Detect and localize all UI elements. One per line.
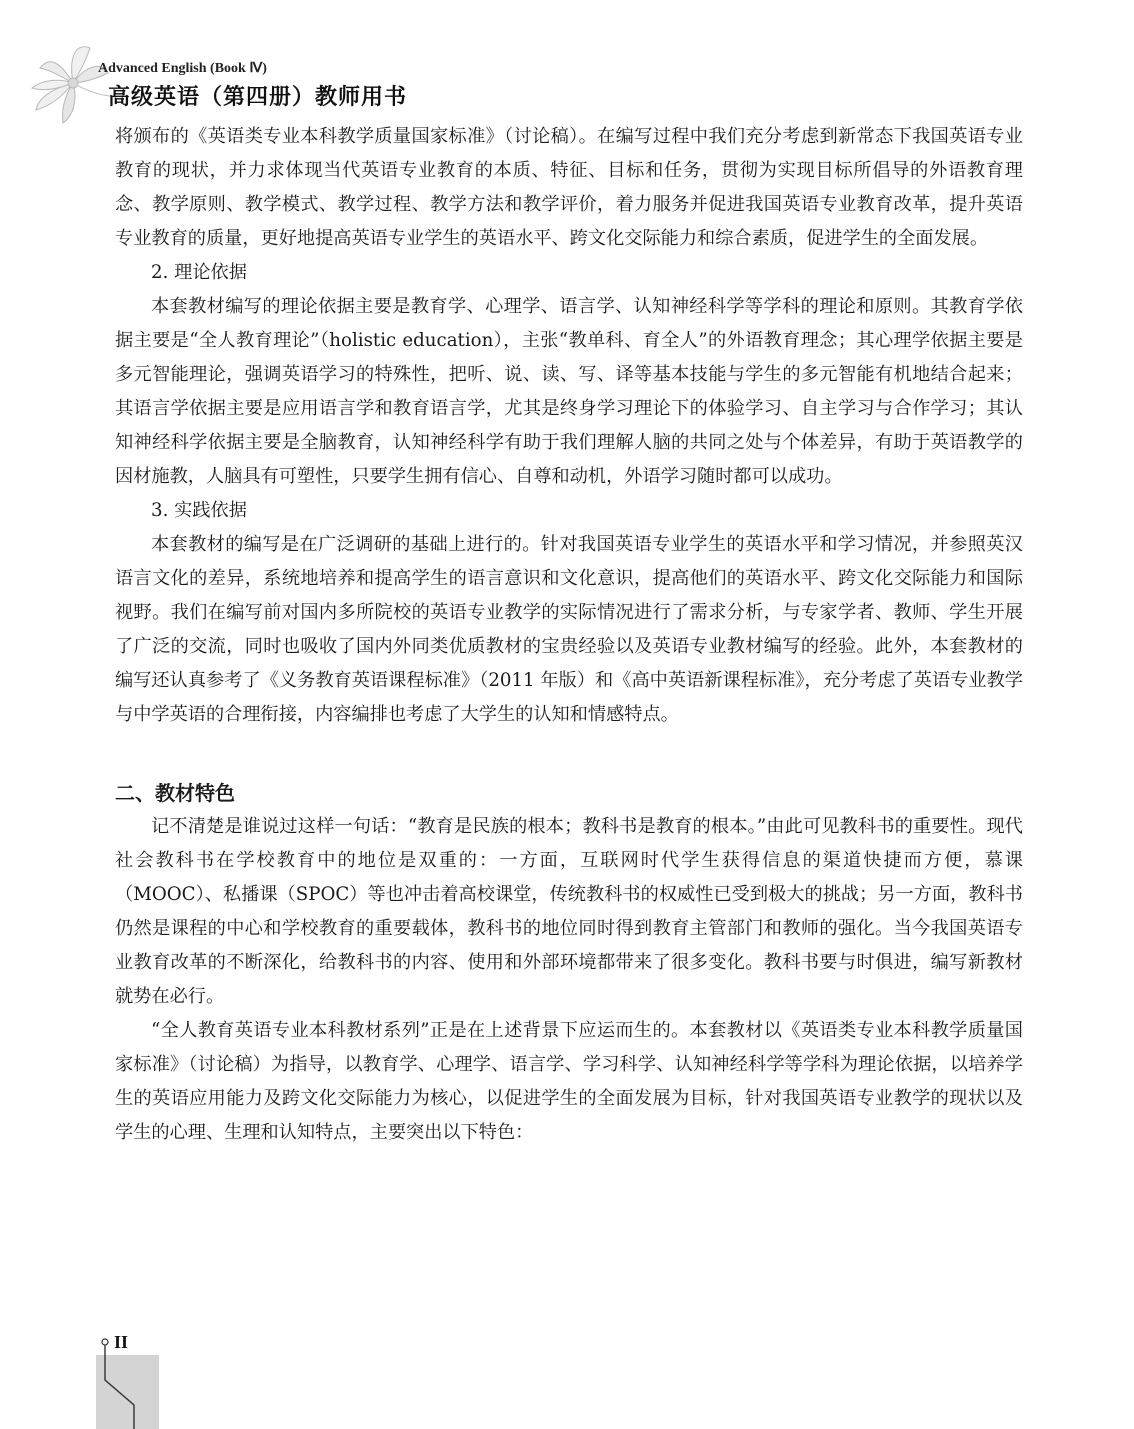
subheading-theory-basis: 2. 理论依据 [151,262,247,283]
paragraph-intro-continued: 将颁布的《英语类专业本科教学质量国家标准》（讨论稿）。在编写过程中我们充分考虑到新常态下我国英语专业教育的现状，并力求体现当代英语专业教育的本质、特征、目标和任务，贯彻为实现目标所倡导的外语教育理念、教学原则、教学模式、教学过程、教学方法和教学评价，着力服务并促进我国英语专业教育改革，提升英语专业教育的质量，更好地提高英语专业学生的英语水平、跨文化交际能力和综合素质，促进学生的全面发展。 [115,126,1023,249]
paragraph-practice-basis: 本套教材的编写是在广泛调研的基础上进行的。针对我国英语专业学生的英语水平和学习情况，并参照英汉语言文化的差异，系统地培养和提高学生的语言意识和文化意识，提高他们的英语水平、跨文化交际能力和国际视野。我们在编写前对国内多所院校的英语专业教学的实际情况进行了需求分析，与专家学者、教师、学生开展了广泛的交流，同时也吸收了国内外同类优质教材的宝贵经验以及英语专业教材编写的经验。此外，本套教材的编写还认真参考了《义务教育英语课程标准》（2011 年版）和《高中英语新课程标准》，充分考虑了英语专业教学与中学英语的合理衔接，内容编排也考虑了大学生的认知和情感特点。 [115,534,1023,725]
running-header [28,38,488,128]
paragraph-theory-basis: 本套教材编写的理论依据主要是教育学、心理学、语言学、认知神经科学等学科的理论和原则。其教育学依据主要是“全人教育理论”（holistic education），主张“教单科、育全人”的外语教育理念；其心理学依据主要是多元智能理论，强调英语学习的特殊性，把听、说、读、写、译等基本技能与学生的多元智能有机地结合起来；其语言学依据主要是应用语言学和教育语言学，尤其是终身学习理论下的体验学习、自主学习与合作学习；其认知神经科学依据主要是全脑教育，认知神经科学有助于我们理解人脑的共同之处与个体差异，有助于英语教学的因材施教，人脑具有可塑性，只要学生拥有信心、自尊和动机，外语学习随时都可以成功。 [115,296,1023,487]
page-corner-line-icon [96,1330,166,1429]
paragraph-features-2: “全人教育英语专业本科教材系列”正是在上述背景下应运而生的。本套教材以《英语类专业本科教学质量国家标准》（讨论稿）为指导，以教育学、心理学、语言学、学习科学、认知神经科学等学科为理论依据，以培养学生的英语应用能力及跨文化交际能力为核心，以促进学生的全面发展为目标，针对我国英语专业教学的现状以及学生的心理、生理和认知特点，主要突出以下特色： [115,1020,1023,1143]
page-footer [96,1330,166,1429]
main-content [115,120,1023,1150]
book-title-english: Advanced English (Book Ⅳ) [98,61,267,76]
book-title-chinese: 高级英语（第四册）教师用书 [108,85,408,110]
subheading-practice-basis: 3. 实践依据 [151,500,247,521]
page-number: II [114,1332,129,1352]
section-title-features: 二、教材特色 [115,781,235,805]
paragraph-features-1: 记不清楚是谁说过这样一句话：“教育是民族的根本；教科书是教育的根本。”由此可见教科书的重要性。现代社会教科书在学校教育中的地位是双重的：一方面，互联网时代学生获得信息的渠道快捷而方便，慕课（MOOC）、私播课（SPOC）等也冲击着高校课堂，传统教科书的权威性已受到极大的挑战；另一方面，教科书仍然是课程的中心和学校教育的重要载体，教科书的地位同时得到教育主管部门和教师的强化。当今我国英语专业教育改革的不断深化，给教科书的内容、使用和外部环境都带来了很多变化。教科书要与时俱进，编写新教材就势在必行。 [115,816,1023,1007]
